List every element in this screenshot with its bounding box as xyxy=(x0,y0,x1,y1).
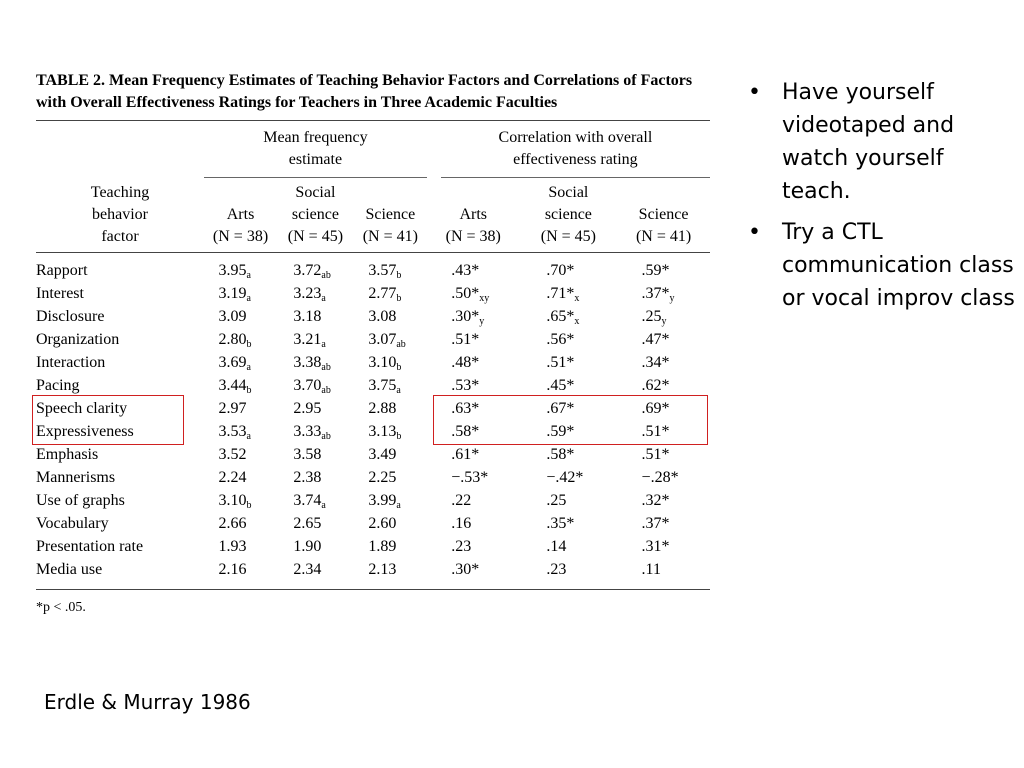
cell-value: .48* xyxy=(451,354,480,371)
bullet-item-videotape: • Have yourself videotaped and watch yourself teach. xyxy=(746,76,1018,208)
cell-value: .50* xyxy=(451,285,480,302)
bullet-item-ctl-class: • Try a CTL communication class or vocal improv class xyxy=(746,216,1018,315)
value-cell xyxy=(520,253,617,283)
cell-value: 3.10 xyxy=(218,492,247,509)
cell-value: 1.89 xyxy=(368,538,397,555)
highlight-box-correlations xyxy=(433,395,708,445)
cell-value: .58* xyxy=(546,446,575,463)
cell-value: 2.60 xyxy=(368,515,397,532)
value-cell xyxy=(354,489,427,512)
cell-value: 2.77 xyxy=(368,285,397,302)
cell-value: 3.70 xyxy=(293,377,322,394)
factor-cell: Presentation rate xyxy=(36,538,144,555)
value-cell xyxy=(617,374,710,397)
cell-subscript: ab xyxy=(321,385,331,396)
cell-value: 3.74 xyxy=(293,492,322,509)
value-cell xyxy=(354,420,427,443)
cell-value: 3.10 xyxy=(368,354,397,371)
column-header xyxy=(277,182,354,253)
cell-subscript: a xyxy=(321,293,326,304)
value-cell xyxy=(204,253,277,283)
group-header-row xyxy=(36,121,710,183)
cell-value: .23 xyxy=(546,561,567,578)
value-cell xyxy=(617,443,710,466)
cell-value: 3.19 xyxy=(218,285,247,302)
cell-value: 2.25 xyxy=(368,469,397,486)
table-row xyxy=(36,512,710,535)
value-cell xyxy=(277,351,354,374)
cell-value: .59* xyxy=(641,262,670,279)
value-cell xyxy=(617,305,710,328)
table-row xyxy=(36,328,710,351)
value-cell xyxy=(617,558,710,590)
value-cell xyxy=(354,282,427,305)
table-row xyxy=(36,282,710,305)
cell-subscript: b xyxy=(246,339,252,350)
value-cell xyxy=(520,535,617,558)
value-cell xyxy=(520,443,617,466)
cell-value: .51* xyxy=(641,446,670,463)
table-figure xyxy=(36,70,710,616)
cell-subscript: b xyxy=(396,270,402,281)
cell-subscript: a xyxy=(246,293,251,304)
cell-subscript: x xyxy=(574,316,580,327)
cell-value: .56* xyxy=(546,331,575,348)
value-cell xyxy=(354,253,427,283)
cell-value: .35* xyxy=(546,515,575,532)
value-cell xyxy=(277,443,354,466)
column-header-n: (N = 41) xyxy=(362,228,418,245)
column-header-n: (N = 38) xyxy=(445,228,501,245)
value-cell xyxy=(427,282,520,305)
table-row xyxy=(36,466,710,489)
cell-value: 3.09 xyxy=(218,308,247,325)
value-cell xyxy=(427,489,520,512)
column-header xyxy=(204,182,277,253)
value-cell xyxy=(354,328,427,351)
cell-subscript: ab xyxy=(321,270,331,281)
cell-value: −.53* xyxy=(451,469,489,486)
cell-subscript: a xyxy=(246,431,251,442)
value-cell xyxy=(354,466,427,489)
column-header-name: Arts xyxy=(226,206,255,223)
cell-subscript: xy xyxy=(479,293,490,304)
cell-subscript: b xyxy=(396,431,402,442)
column-header xyxy=(427,182,520,253)
factor-cell: Pacing xyxy=(36,377,80,394)
column-header-name: Science xyxy=(638,206,689,223)
value-cell xyxy=(354,443,427,466)
value-cell xyxy=(204,443,277,466)
cell-value: 3.44 xyxy=(218,377,247,394)
cell-value: .14 xyxy=(546,538,567,555)
value-cell xyxy=(617,512,710,535)
value-cell xyxy=(427,253,520,283)
column-header-n: (N = 45) xyxy=(287,228,344,245)
cell-value: .63* xyxy=(451,400,480,417)
cell-value: 3.52 xyxy=(218,446,247,463)
cell-value: 3.33 xyxy=(293,423,322,440)
table-row xyxy=(36,351,710,374)
cell-value: .58* xyxy=(451,423,480,440)
stats-table xyxy=(36,120,710,590)
factor-cell: Interaction xyxy=(36,354,106,371)
cell-subscript: y xyxy=(661,316,667,327)
cell-value: 3.18 xyxy=(293,308,322,325)
value-cell xyxy=(520,466,617,489)
value-cell xyxy=(354,397,427,420)
cell-value: 2.38 xyxy=(293,469,322,486)
cell-value: .32* xyxy=(641,492,670,509)
cell-subscript: b xyxy=(396,362,402,373)
column-header-name: Social science xyxy=(291,184,339,223)
cell-value: .34* xyxy=(641,354,670,371)
factor-cell: Vocabulary xyxy=(36,515,109,532)
citation: Erdle & Murray 1986 xyxy=(44,690,251,714)
value-cell xyxy=(617,282,710,305)
column-header xyxy=(520,182,617,253)
table-row xyxy=(36,253,710,283)
cell-value: 3.53 xyxy=(218,423,247,440)
value-cell xyxy=(520,351,617,374)
cell-value: 3.21 xyxy=(293,331,322,348)
highlight-box-factors xyxy=(32,395,184,445)
cell-value: .69* xyxy=(641,400,670,417)
value-cell xyxy=(520,558,617,590)
cell-value: 2.13 xyxy=(368,561,397,578)
value-cell xyxy=(354,351,427,374)
value-cell xyxy=(204,374,277,397)
value-cell xyxy=(354,374,427,397)
factor-cell: Emphasis xyxy=(36,446,99,463)
factor-cell: Disclosure xyxy=(36,308,105,325)
cell-value: .71* xyxy=(546,285,575,302)
value-cell xyxy=(277,420,354,443)
value-cell xyxy=(617,466,710,489)
mean-group-header: Mean frequency estimate xyxy=(204,121,427,183)
table-row xyxy=(36,558,710,590)
factor-cell: Interest xyxy=(36,285,84,302)
cell-value: 2.66 xyxy=(218,515,247,532)
table-row xyxy=(36,535,710,558)
value-cell xyxy=(204,466,277,489)
value-cell xyxy=(427,466,520,489)
cell-value: 2.88 xyxy=(368,400,397,417)
table-caption: TABLE 2. Mean Frequency Estimates of Teaching Behavior Factors and Correlations of Factors with Overall Effectiveness Ratings for Teachers in Three Academic Faculties xyxy=(36,72,693,111)
cell-value: .51* xyxy=(546,354,575,371)
value-cell xyxy=(277,466,354,489)
value-cell xyxy=(204,351,277,374)
cell-value: .62* xyxy=(641,377,670,394)
cell-subscript: b xyxy=(396,293,402,304)
factor-header: Teaching behavior factor xyxy=(90,184,150,245)
cell-subscript: a xyxy=(396,500,401,511)
table-row xyxy=(36,443,710,466)
factor-cell: Mannerisms xyxy=(36,469,116,486)
cell-value: .25 xyxy=(546,492,567,509)
value-cell xyxy=(204,397,277,420)
cell-value: .51* xyxy=(451,331,480,348)
cell-value: 2.24 xyxy=(218,469,247,486)
table-row xyxy=(36,374,710,397)
cell-value: 3.75 xyxy=(368,377,397,394)
value-cell xyxy=(277,374,354,397)
cell-value: 3.13 xyxy=(368,423,397,440)
value-cell xyxy=(354,535,427,558)
cell-value: .45* xyxy=(546,377,575,394)
cell-value: .22 xyxy=(451,492,472,509)
cell-subscript: a xyxy=(396,385,401,396)
value-cell xyxy=(277,328,354,351)
value-cell xyxy=(277,253,354,283)
column-header xyxy=(354,182,427,253)
value-cell xyxy=(427,351,520,374)
cell-value: .37* xyxy=(641,515,670,532)
cell-value: 3.99 xyxy=(368,492,397,509)
cell-value: 2.65 xyxy=(293,515,322,532)
value-cell xyxy=(427,535,520,558)
value-cell xyxy=(520,305,617,328)
cell-value: 1.93 xyxy=(218,538,247,555)
cell-value: 3.49 xyxy=(368,446,397,463)
cell-value: 3.58 xyxy=(293,446,322,463)
cell-subscript: a xyxy=(321,339,326,350)
value-cell xyxy=(427,512,520,535)
cell-subscript: a xyxy=(246,270,251,281)
cell-value: 3.95 xyxy=(218,262,247,279)
value-cell xyxy=(277,305,354,328)
cell-subscript: x xyxy=(574,293,580,304)
cell-value: .37* xyxy=(641,285,670,302)
value-cell xyxy=(617,328,710,351)
cell-value: 2.16 xyxy=(218,561,247,578)
value-cell xyxy=(277,282,354,305)
column-header-name: Arts xyxy=(459,206,488,223)
cell-subscript: a xyxy=(246,362,251,373)
value-cell xyxy=(277,535,354,558)
cell-value: .47* xyxy=(641,331,670,348)
bullet-list xyxy=(746,76,1018,323)
cell-value: 3.07 xyxy=(368,331,397,348)
factor-cell: Rapport xyxy=(36,262,88,279)
cell-value: .16 xyxy=(451,515,472,532)
value-cell xyxy=(354,305,427,328)
cell-value: .70* xyxy=(546,262,575,279)
column-header-name: Social science xyxy=(544,184,592,223)
cell-value: 2.95 xyxy=(293,400,322,417)
value-cell xyxy=(427,374,520,397)
cell-value: 2.34 xyxy=(293,561,322,578)
cell-value: .43* xyxy=(451,262,480,279)
cell-value: 3.08 xyxy=(368,308,397,325)
cell-value: 2.97 xyxy=(218,400,247,417)
cell-subscript: ab xyxy=(321,362,331,373)
value-cell xyxy=(520,328,617,351)
value-cell xyxy=(520,489,617,512)
value-cell xyxy=(204,305,277,328)
value-cell xyxy=(204,489,277,512)
cell-value: .11 xyxy=(641,561,661,578)
cell-value: .30* xyxy=(451,561,480,578)
cell-value: 3.38 xyxy=(293,354,322,371)
cell-subscript: ab xyxy=(321,431,331,442)
value-cell xyxy=(427,305,520,328)
column-header-n: (N = 41) xyxy=(635,228,692,245)
value-cell xyxy=(354,512,427,535)
value-cell xyxy=(204,535,277,558)
cell-subscript: a xyxy=(321,500,326,511)
cell-value: 3.23 xyxy=(293,285,322,302)
cell-value: .51* xyxy=(641,423,670,440)
value-cell xyxy=(427,443,520,466)
cell-value: .67* xyxy=(546,400,575,417)
value-cell xyxy=(277,512,354,535)
cell-value: .61* xyxy=(451,446,480,463)
value-cell xyxy=(354,558,427,590)
column-header-name: Science xyxy=(365,206,416,223)
cell-value: 3.72 xyxy=(293,262,322,279)
value-cell xyxy=(277,397,354,420)
cell-subscript: y xyxy=(479,316,485,327)
value-cell xyxy=(204,282,277,305)
factor-cell: Organization xyxy=(36,331,120,348)
value-cell xyxy=(277,489,354,512)
cell-subscript: b xyxy=(246,385,252,396)
factor-cell: Expressiveness xyxy=(36,423,134,440)
value-cell xyxy=(204,512,277,535)
cell-value: .23 xyxy=(451,538,472,555)
value-cell xyxy=(617,489,710,512)
value-cell xyxy=(204,558,277,590)
cell-subscript: ab xyxy=(396,339,406,350)
table-row xyxy=(36,489,710,512)
column-header-n: (N = 38) xyxy=(212,228,269,245)
value-cell xyxy=(520,374,617,397)
value-cell xyxy=(204,328,277,351)
value-cell xyxy=(520,282,617,305)
footnote: *p < .05. xyxy=(36,600,86,615)
table-row xyxy=(36,305,710,328)
column-header-n: (N = 45) xyxy=(540,228,596,245)
value-cell xyxy=(617,535,710,558)
cell-value: 3.57 xyxy=(368,262,397,279)
factor-cell: Speech clarity xyxy=(36,400,128,417)
value-cell xyxy=(277,558,354,590)
cell-value: 1.90 xyxy=(293,538,322,555)
cell-value: .65* xyxy=(546,308,575,325)
cell-value: −.28* xyxy=(641,469,679,486)
value-cell xyxy=(427,328,520,351)
factor-cell: Use of graphs xyxy=(36,492,125,509)
factor-cell: Media use xyxy=(36,561,103,578)
cell-value: .30* xyxy=(451,308,480,325)
cell-value: .25 xyxy=(641,308,662,325)
cell-subscript: b xyxy=(246,500,252,511)
value-cell xyxy=(427,558,520,590)
corr-group-header: Correlation with overall effectiveness rating xyxy=(427,121,710,183)
cell-value: .53* xyxy=(451,377,480,394)
value-cell xyxy=(204,420,277,443)
value-cell xyxy=(617,351,710,374)
cell-subscript: y xyxy=(669,293,675,304)
column-header xyxy=(617,182,710,253)
cell-value: .31* xyxy=(641,538,670,555)
cell-value: 2.80 xyxy=(218,331,247,348)
cell-value: −.42* xyxy=(546,469,584,486)
value-cell xyxy=(617,253,710,283)
cell-value: 3.69 xyxy=(218,354,247,371)
value-cell xyxy=(520,512,617,535)
cell-value: .59* xyxy=(546,423,575,440)
